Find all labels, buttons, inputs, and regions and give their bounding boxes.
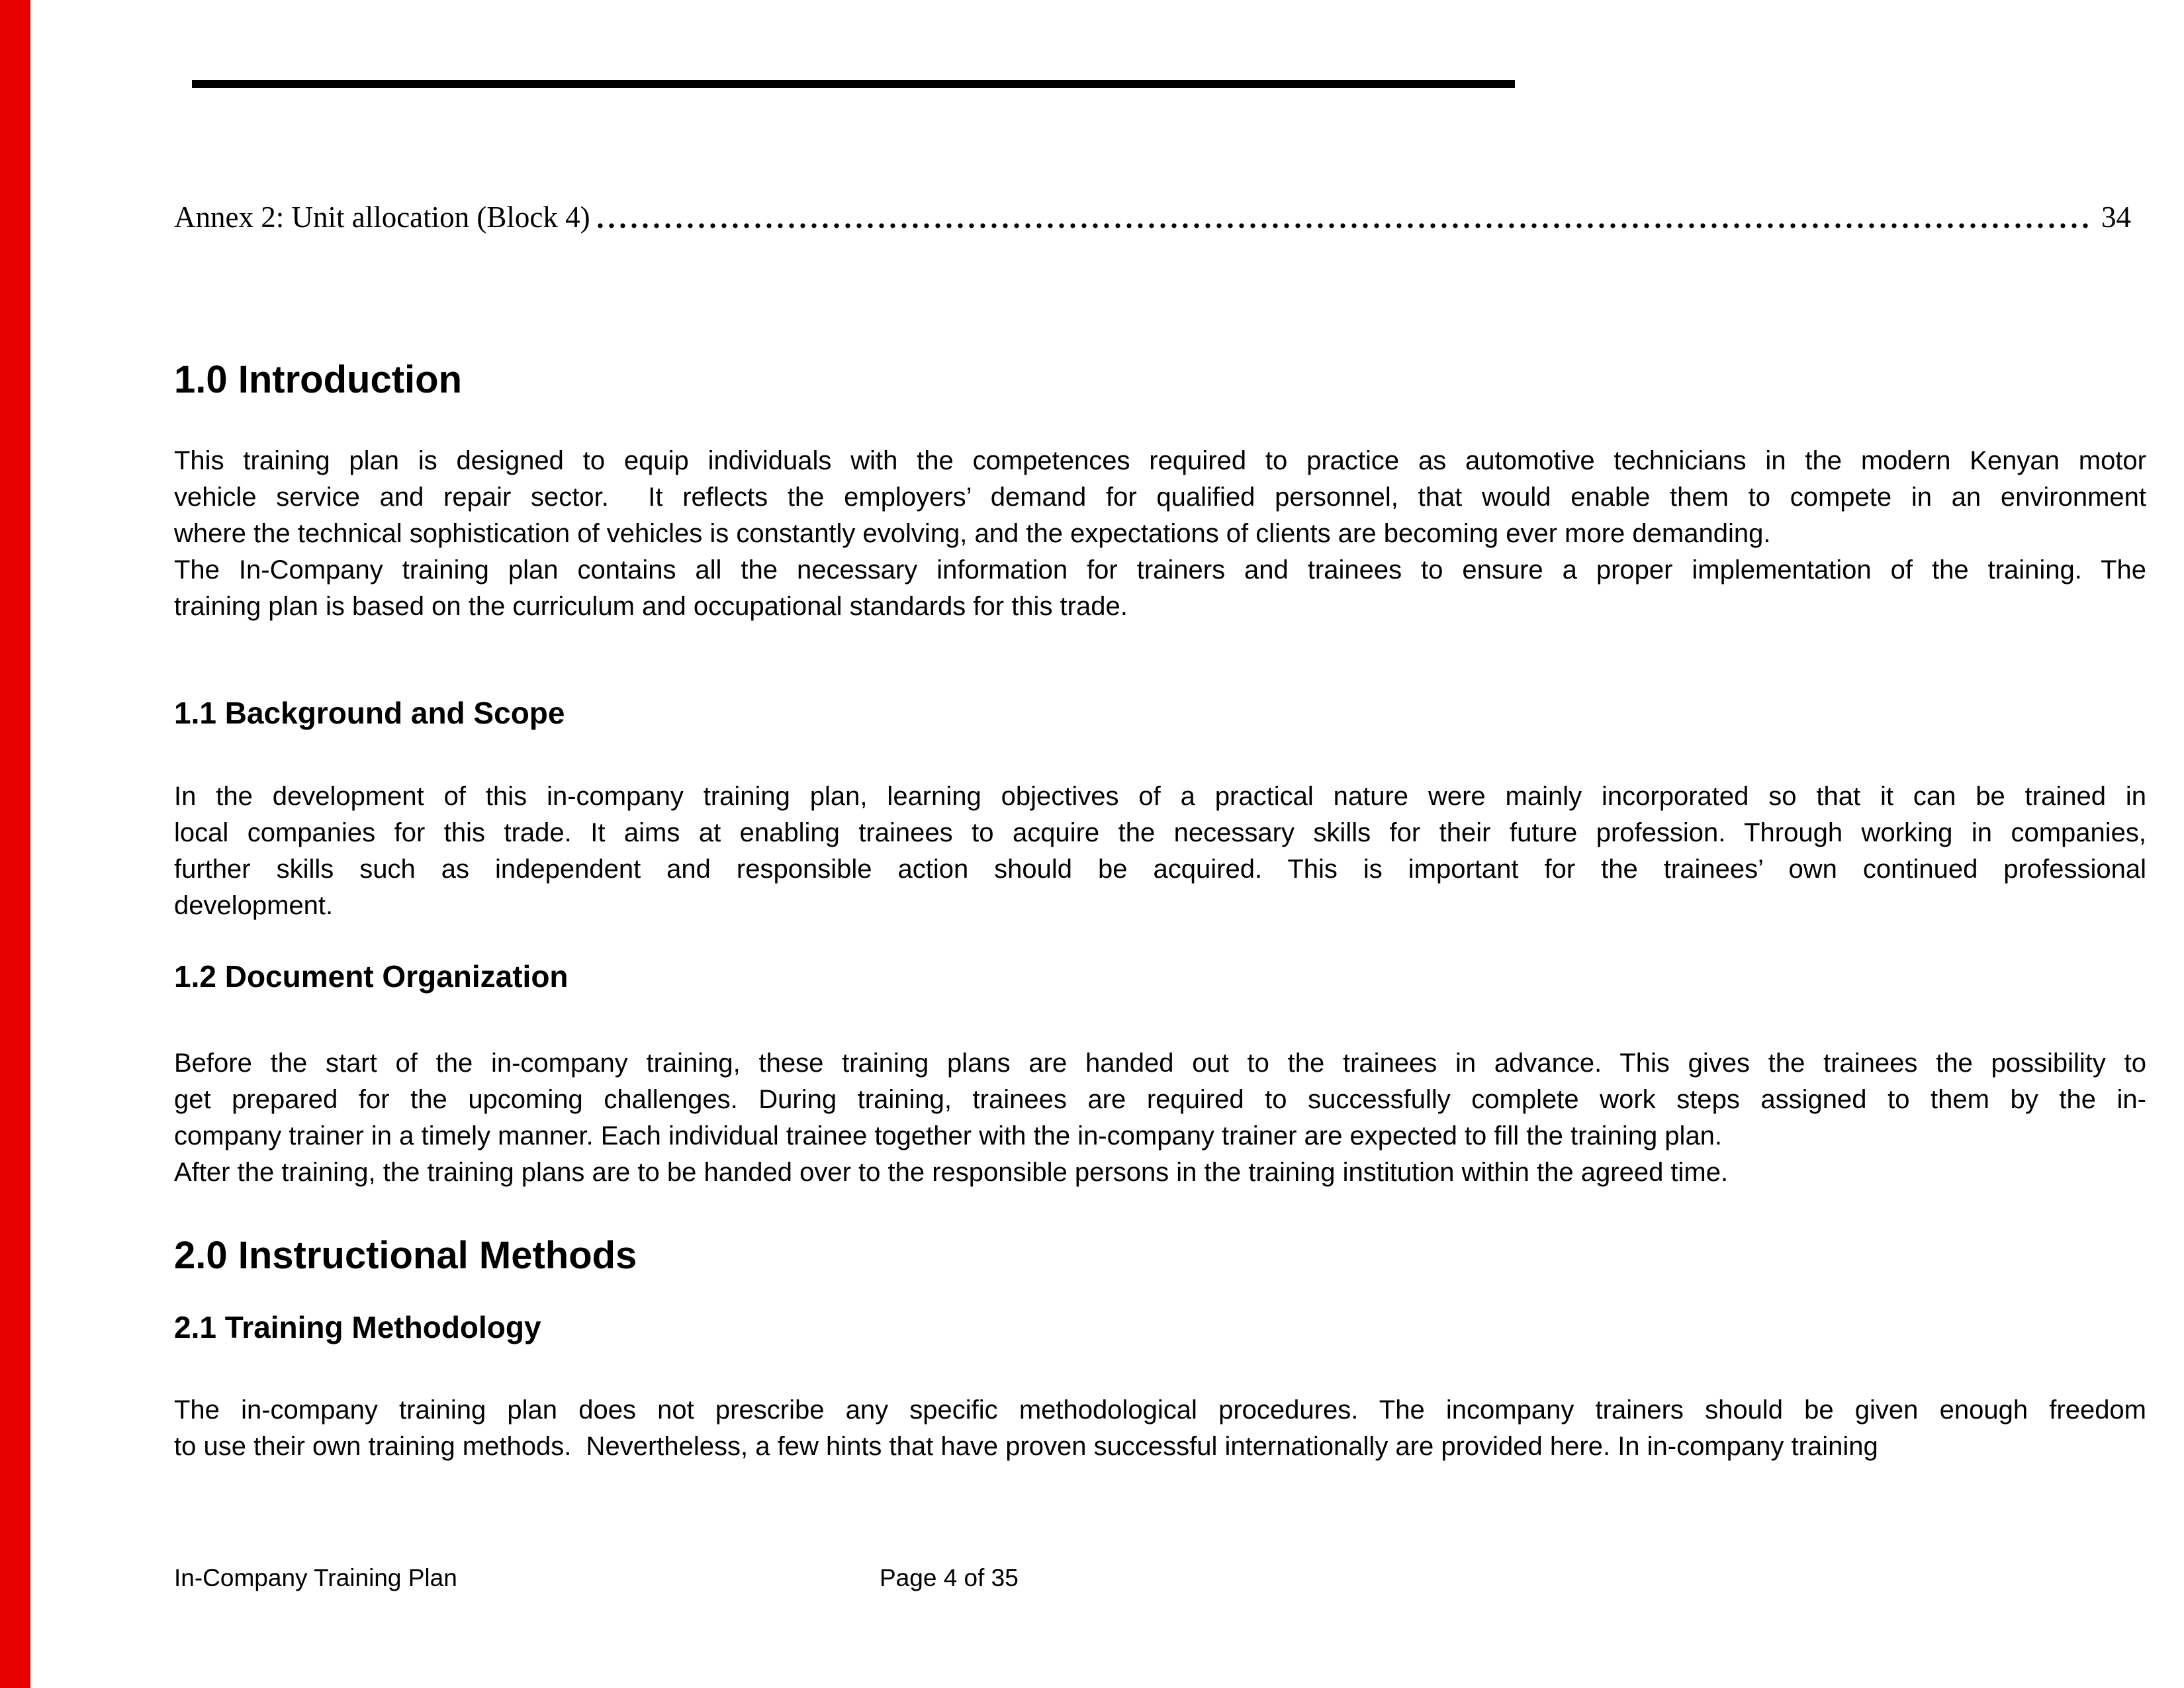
- heading-introduction: 1.0 Introduction: [174, 358, 462, 401]
- paragraph-training-methodology: [174, 1392, 2146, 1465]
- text-line: This training plan is designed to equip individuals with the competences required to practice as automotive technicians in the modern Kenyan motor: [174, 446, 2146, 475]
- text-line: The In-Company training plan contains all the necessary information for trainers and trainees to ensure a proper implementation of the training. The: [174, 555, 2146, 585]
- red-edge-bar: [0, 0, 30, 1688]
- toc-entry: [174, 200, 2131, 234]
- heading-instructional-methods: 2.0 Instructional Methods: [174, 1234, 637, 1277]
- footer-document-title: In-Company Training Plan: [174, 1564, 457, 1591]
- paragraph-background-and-scope: [174, 778, 2146, 924]
- text-line: get prepared for the upcoming challenges. During training, trainees are required to successfully complete work steps assigned to them by the in-: [174, 1085, 2146, 1114]
- toc-leader-dots: [597, 222, 2092, 229]
- text-line: The in-company training plan does not prescribe any specific methodological procedures. The incompany trainers should be given enough freedom: [174, 1395, 2146, 1425]
- page-footer: [174, 1564, 2146, 1593]
- footer-page-indicator: Page 4 of 35: [880, 1564, 1019, 1591]
- paragraph-document-organization: [174, 1045, 2146, 1191]
- text-line: In the development of this in-company training plan, learning objectives of a practical nature were mainly incorporated so that it can be trained in: [174, 782, 2146, 811]
- text-line: further skills such as independent and responsible action should be acquired. This is important for the trainees’ own continued professional: [174, 855, 2146, 884]
- top-rule: [192, 80, 1515, 88]
- text-line: development.: [174, 891, 334, 920]
- heading-training-methodology: 2.1 Training Methodology: [174, 1310, 541, 1344]
- text-line: After the training, the training plans are to be handed over to the responsible persons in the training institution within the agreed time.: [174, 1158, 1729, 1187]
- toc-entry-label: Annex 2: Unit allocation (Block 4): [174, 201, 590, 234]
- toc-page-number: 34: [2101, 201, 2131, 234]
- text-line: where the technical sophistication of vehicles is constantly evolving, and the expectations of clients are becoming ever more demanding.: [174, 519, 1771, 548]
- text-line: to use their own training methods. Nevertheless, a few hints that have proven successful internationally are provided here. In in-company training: [174, 1432, 1878, 1461]
- heading-background-and-scope: 1.1 Background and Scope: [174, 696, 565, 730]
- text-line: local companies for this trade. It aims at enabling trainees to acquire the necessary skills for their future profession. Through working in companies,: [174, 818, 2146, 847]
- paragraph-introduction: [174, 443, 2146, 625]
- heading-document-organization: 1.2 Document Organization: [174, 959, 569, 994]
- text-line: company trainer in a timely manner. Each individual trainee together with the in-company trainer are expected to fill the training plan.: [174, 1121, 1723, 1150]
- text-line: Before the start of the in-company training, these training plans are handed out to the trainees in advance. This gives the trainees the possibility to: [174, 1049, 2146, 1078]
- text-line: training plan is based on the curriculum and occupational standards for this trade.: [174, 592, 1128, 621]
- text-line: vehicle service and repair sector. It reflects the employers’ demand for qualified personnel, that would enable them to compete in an environment: [174, 483, 2146, 512]
